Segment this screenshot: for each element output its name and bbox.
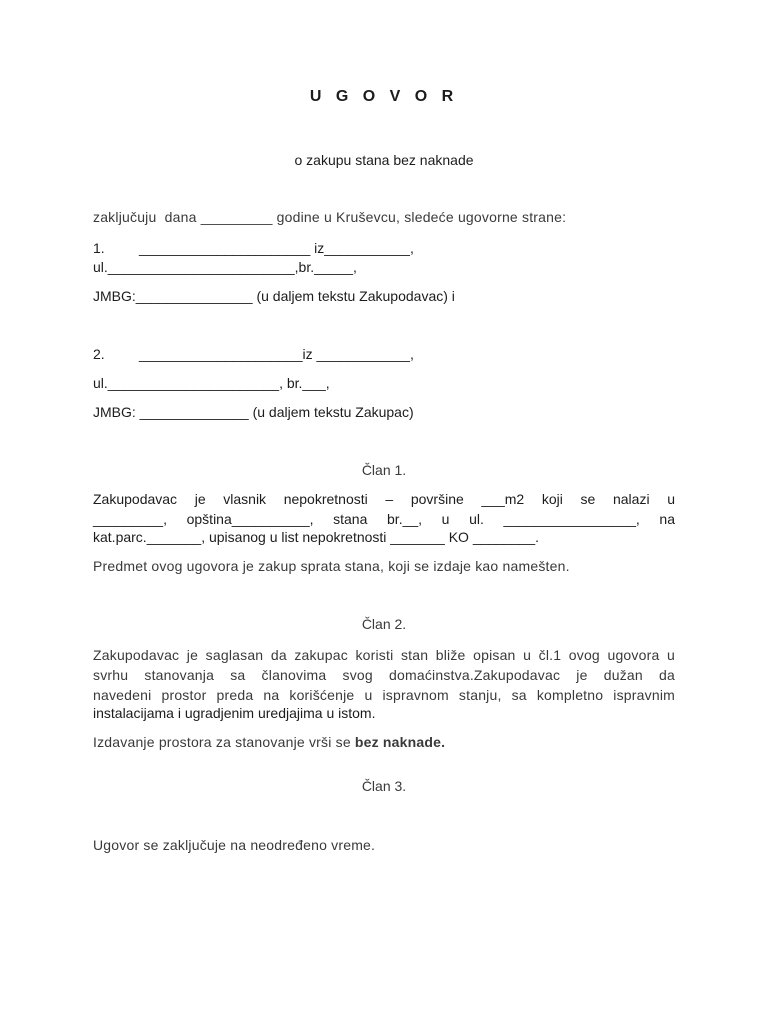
article2-paragraph2 bbox=[93, 734, 445, 750]
party2-jmbg-line: JMBG: ______________ (u daljem tekstu Zakupac) bbox=[93, 404, 414, 420]
party2-number: 2. bbox=[93, 346, 105, 362]
party1-name-line: ______________________ iz___________, bbox=[139, 240, 414, 256]
article2-paragraph2-bold: bez naknade. bbox=[354, 734, 446, 750]
party2-address-line: ul.______________________, br.___, bbox=[93, 375, 330, 391]
article3-paragraph1: Ugovor se zaključuje na neodređeno vreme. bbox=[93, 837, 376, 853]
article2-heading: Član 2. bbox=[361, 616, 407, 632]
party1-jmbg-line: JMBG:_______________ (u daljem tekstu Zakupodavac) i bbox=[93, 288, 455, 304]
article3-heading: Član 3. bbox=[361, 778, 407, 794]
article1-paragraph1-line1: Zakupodavac je vlasnik nepokretnosti – površine ___m2 koji se nalazi u bbox=[93, 491, 675, 507]
article1-heading: Član 1. bbox=[361, 462, 407, 478]
party2-name-line: _____________________iz ____________, bbox=[139, 346, 414, 362]
article2-paragraph2-text: Izdavanje prostora za stanovanje vrši se bbox=[93, 734, 355, 750]
article1-paragraph2: Predmet ovog ugovora je zakup sprata stana, koji se izdaje kao namešten. bbox=[93, 558, 570, 574]
article2-paragraph1-line1: Zakupodavac je saglasan da zakupac koristi stan bliže opisan u čl.1 ovog ugovora u bbox=[93, 647, 675, 663]
intro-line: zaključuju dana _________ godine u Kruševcu, sledeće ugovorne strane: bbox=[93, 209, 567, 225]
document-title: U G O V O R bbox=[309, 88, 459, 105]
party1-number: 1. bbox=[93, 240, 105, 256]
article2-paragraph1-line3: navedeni prostor preda na korišćenje u ispravnom stanju, sa kompletno ispravnim bbox=[93, 687, 675, 703]
party1-address-line: ul.________________________,br._____, bbox=[93, 259, 357, 275]
article2-paragraph1-line2: svrhu stanovanja sa članovima svog domaćinstva.Zakupodavac je dužan da bbox=[93, 667, 675, 683]
article2-paragraph1-line4: instalacijama i ugradjenim uredjajima u istom. bbox=[93, 705, 376, 721]
document-subtitle: o zakupu stana bez naknade bbox=[294, 152, 474, 168]
article1-paragraph1-line2: _________, opština__________, stana br.__, u ul. _________________, na bbox=[93, 511, 675, 527]
article1-paragraph1-line3: kat.parc._______, upisanog u list nepokretnosti _______ KO ________. bbox=[93, 529, 539, 545]
